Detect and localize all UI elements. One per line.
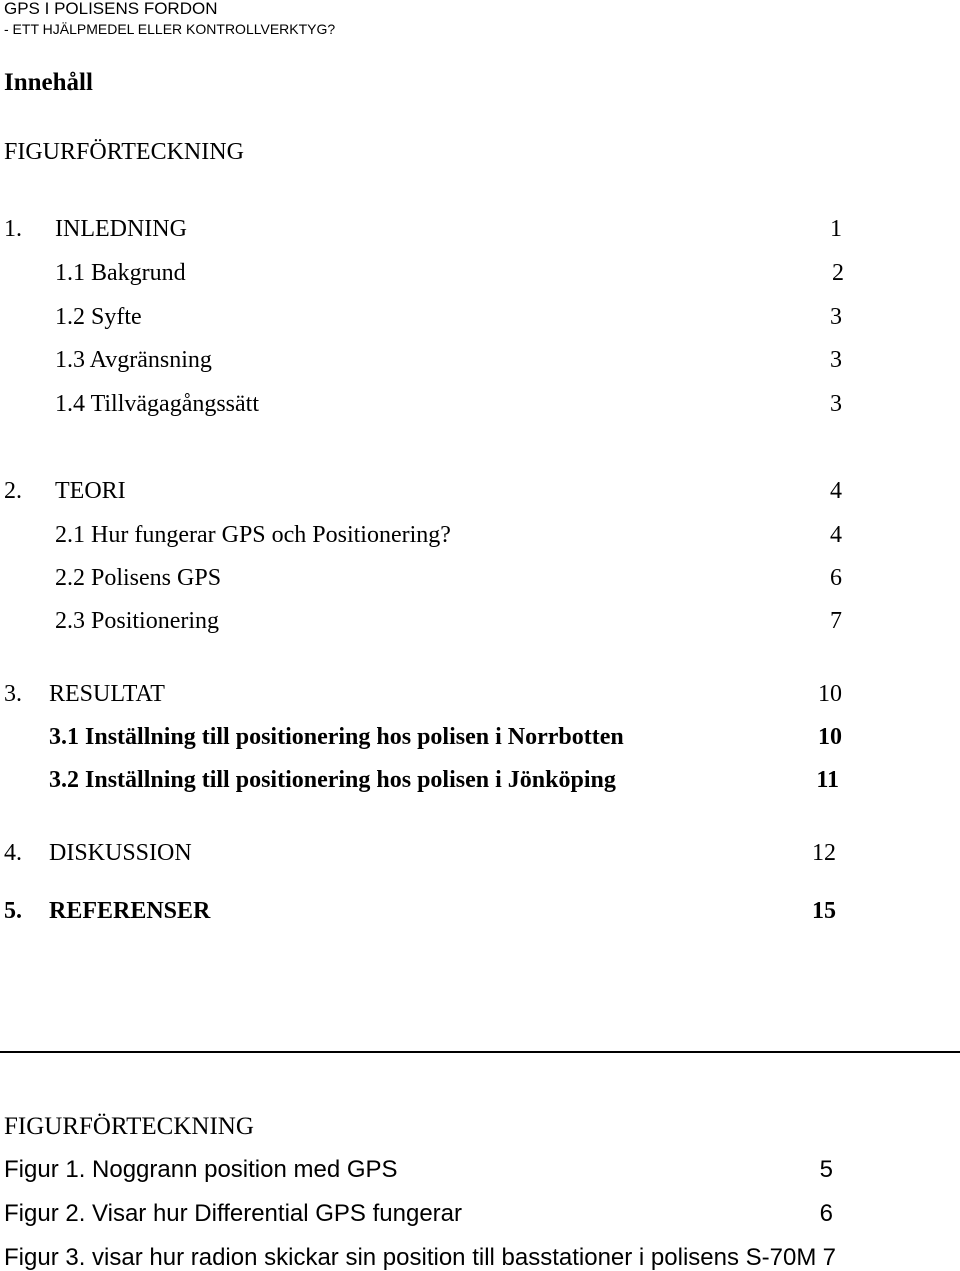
toc-entry-bakgrund[interactable]: 1.1 Bakgrund: [55, 260, 186, 286]
toc-entry-page: 3: [830, 391, 842, 417]
figure-entry-2[interactable]: Figur 2. Visar hur Differential GPS fungerar: [4, 1200, 462, 1227]
toc-entry-page: 12: [812, 840, 836, 866]
toc-entry-polisens-gps[interactable]: 2.2 Polisens GPS: [55, 565, 222, 591]
figure-entry-page: 7: [822, 1244, 836, 1271]
figure-entry-page: 5: [819, 1156, 833, 1183]
figure-list-heading: FIGURFÖRTECKNING: [4, 1113, 254, 1140]
toc-entry-page: 4: [830, 478, 842, 504]
toc-entry-norrbotten[interactable]: 3.1 Inställning till positionering hos polisen i Norrbotten: [49, 724, 624, 750]
toc-entry-page: 10: [818, 681, 842, 707]
toc-entry-hur-fungerar-gps[interactable]: 2.1 Hur fungerar GPS och Positionering?: [55, 522, 451, 548]
toc-entry-syfte[interactable]: 1.2 Syfte: [55, 304, 142, 330]
toc-entry-avgransning[interactable]: 1.3 Avgränsning: [55, 347, 212, 373]
toc-entry-page: 3: [830, 304, 842, 330]
toc-entry-resultat[interactable]: RESULTAT: [49, 681, 165, 707]
document-header-subtitle: - ETT HJÄLPMEDEL ELLER KONTROLLVERKTYG?: [4, 21, 336, 37]
toc-entry-page: 11: [816, 767, 839, 793]
toc-entry-page: 3: [830, 347, 842, 373]
toc-entry-page: 6: [830, 565, 842, 591]
toc-entry-number: 4.: [4, 840, 22, 866]
toc-entry-referenser[interactable]: REFERENSER: [49, 898, 211, 924]
toc-entry-page: 2: [832, 260, 844, 286]
figure-entry-3[interactable]: Figur 3. visar hur radion skickar sin position till basstationer i polisens S-70M: [4, 1244, 817, 1271]
toc-entry-page: 10: [818, 724, 842, 750]
toc-entry-page: 1: [830, 216, 842, 242]
toc-entry-inledning[interactable]: INLEDNING: [55, 216, 187, 242]
document-header-title: GPS I POLISENS FORDON: [4, 0, 218, 18]
toc-entry-jonkoping[interactable]: 3.2 Inställning till positionering hos polisen i Jönköping: [49, 767, 616, 793]
toc-entry-page: 15: [812, 898, 836, 924]
section-divider: [0, 1051, 960, 1053]
toc-entry-page: 7: [830, 608, 842, 634]
toc-entry-number: 5.: [4, 898, 22, 924]
toc-title: Innehåll: [4, 69, 93, 96]
toc-entry-positionering[interactable]: 2.3 Positionering: [55, 608, 220, 634]
figure-entry-page: 6: [819, 1200, 833, 1227]
toc-entry-number: 3.: [4, 681, 22, 707]
figure-entry-1[interactable]: Figur 1. Noggrann position med GPS: [4, 1156, 398, 1183]
toc-entry-number: 1.: [4, 216, 22, 242]
toc-link-figure-list[interactable]: FIGURFÖRTECKNING: [4, 139, 244, 165]
toc-entry-tillvagagangssatt[interactable]: 1.4 Tillvägagångssätt: [55, 391, 260, 417]
toc-entry-diskussion[interactable]: DISKUSSION: [49, 840, 192, 866]
toc-entry-page: 4: [830, 522, 842, 548]
toc-entry-number: 2.: [4, 478, 22, 504]
toc-entry-teori[interactable]: TEORI: [55, 478, 126, 504]
